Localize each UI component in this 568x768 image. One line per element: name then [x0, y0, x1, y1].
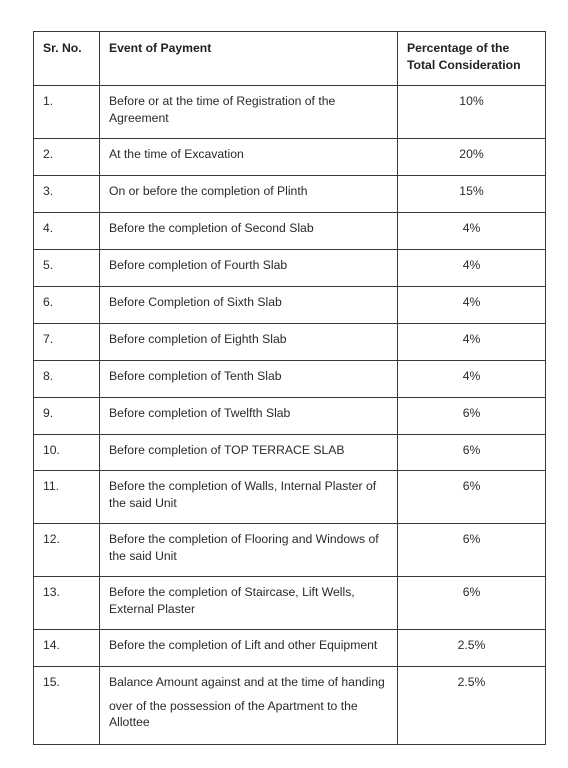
- header-sr-no: Sr. No.: [34, 32, 100, 86]
- row-event: Before completion of Twelfth Slab: [100, 398, 398, 435]
- row-event: Before completion of Fourth Slab: [100, 250, 398, 287]
- table-row: [34, 86, 546, 139]
- payment-schedule-table: [33, 31, 546, 745]
- row-event-continuation: over of the possession of the Apartment to the Allottee: [109, 698, 358, 729]
- row-sr-no: 12.: [34, 524, 100, 577]
- row-sr-no: 5.: [34, 250, 100, 287]
- row-event: Before or at the time of Registration of the Agreement: [100, 86, 398, 139]
- table-row: [34, 630, 546, 667]
- header-percentage-line2: Total Consideration: [407, 57, 521, 72]
- row-percentage: 10%: [398, 86, 546, 139]
- row-percentage: 20%: [398, 139, 546, 176]
- table-row: [34, 577, 546, 630]
- row-event: Before completion of Eighth Slab: [100, 324, 398, 361]
- row-percentage: 4%: [398, 324, 546, 361]
- row-percentage: 6%: [398, 398, 546, 435]
- row-sr-no: 9.: [34, 398, 100, 435]
- row-sr-no: 15.: [34, 667, 100, 745]
- row-event: Before the completion of Lift and other Equipment: [100, 630, 398, 667]
- row-event-line1: Balance Amount against and at the time of handing: [109, 675, 385, 689]
- header-percentage: [398, 32, 546, 86]
- row-event: Before the completion of Staircase, Lift Wells, External Plaster: [100, 577, 398, 630]
- table-row: [34, 176, 546, 213]
- header-event-of-payment: Event of Payment: [100, 32, 398, 86]
- row-sr-no: 8.: [34, 361, 100, 398]
- row-percentage: 2.5%: [398, 667, 546, 745]
- row-event: Before the completion of Walls, Internal Plaster of the said Unit: [100, 471, 398, 524]
- row-sr-no: 14.: [34, 630, 100, 667]
- table-row: [34, 524, 546, 577]
- row-percentage: 6%: [398, 577, 546, 630]
- row-percentage: 4%: [398, 250, 546, 287]
- table-row: [34, 471, 546, 524]
- table-row: [34, 361, 546, 398]
- row-sr-no: 6.: [34, 287, 100, 324]
- row-percentage: 6%: [398, 435, 546, 471]
- row-percentage: 4%: [398, 213, 546, 250]
- row-sr-no: 10.: [34, 435, 100, 471]
- table-row: [34, 213, 546, 250]
- row-sr-no: 3.: [34, 176, 100, 213]
- row-event: Before completion of TOP TERRACE SLAB: [100, 435, 398, 471]
- table-row: [34, 667, 546, 745]
- table-row: [34, 435, 546, 471]
- row-event: At the time of Excavation: [100, 139, 398, 176]
- row-sr-no: 13.: [34, 577, 100, 630]
- row-percentage: 4%: [398, 287, 546, 324]
- row-sr-no: 11.: [34, 471, 100, 524]
- row-sr-no: 2.: [34, 139, 100, 176]
- row-percentage: 6%: [398, 524, 546, 577]
- table-row: [34, 250, 546, 287]
- row-event: Before completion of Tenth Slab: [100, 361, 398, 398]
- table-row: [34, 287, 546, 324]
- row-sr-no: 7.: [34, 324, 100, 361]
- row-percentage: 4%: [398, 361, 546, 398]
- row-percentage: 6%: [398, 471, 546, 524]
- row-event: Before the completion of Second Slab: [100, 213, 398, 250]
- row-sr-no: 1.: [34, 86, 100, 139]
- row-percentage: 2.5%: [398, 630, 546, 667]
- table-header-row: [34, 32, 546, 86]
- row-event: [100, 667, 398, 745]
- table-row: [34, 398, 546, 435]
- row-event: Before the completion of Flooring and Windows of the said Unit: [100, 524, 398, 577]
- header-percentage-line1: Percentage of the: [407, 41, 510, 55]
- table-row: [34, 139, 546, 176]
- row-event: Before Completion of Sixth Slab: [100, 287, 398, 324]
- row-event: On or before the completion of Plinth: [100, 176, 398, 213]
- row-sr-no: 4.: [34, 213, 100, 250]
- table-row: [34, 324, 546, 361]
- row-percentage: 15%: [398, 176, 546, 213]
